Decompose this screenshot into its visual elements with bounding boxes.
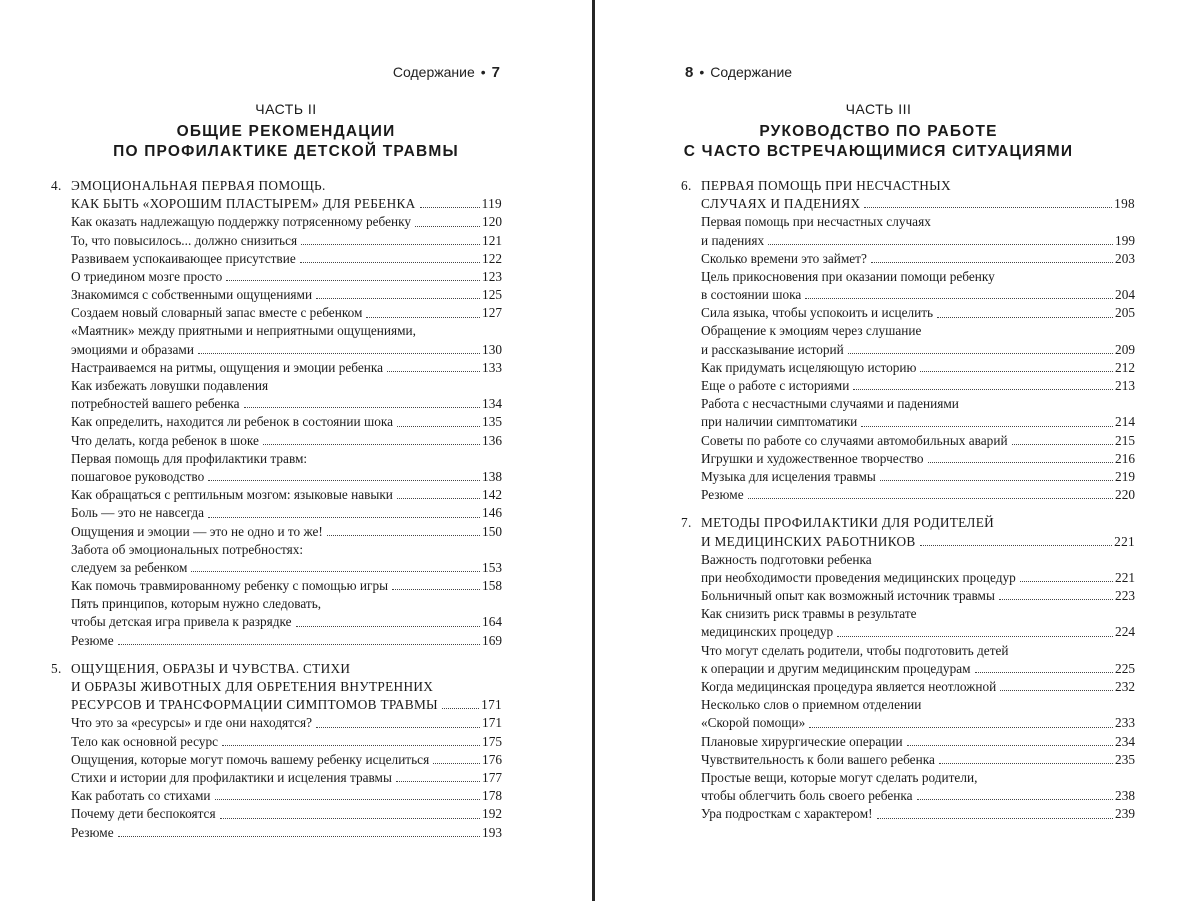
part-title-line: ПО ПРОФИЛАКТИКЕ ДЕТСКОЙ ТРАВМЫ: [113, 143, 459, 160]
toc-page-number: 119: [481, 196, 502, 212]
table-of-contents: [681, 177, 1135, 824]
toc-entry-title: Цель прикосновения при оказании помощи ребенку: [701, 268, 995, 284]
toc-entry-title: Как придумать исцеляющую историю: [701, 359, 917, 375]
toc-entry-title: Советы по работе со случаями автомобильных аварий: [701, 432, 1008, 448]
toc-entry[interactable]: [681, 359, 1135, 377]
toc-entry-title: Резюме: [71, 824, 114, 840]
toc-entry-title: Боль — это не навсегда: [71, 505, 205, 521]
toc-entry[interactable]: [681, 624, 1135, 642]
header-title: Содержание: [392, 64, 475, 80]
toc-entry-title: То, что повысилось... должно снизиться: [71, 232, 298, 248]
toc-entry-title: потребностей вашего ребенка: [71, 396, 240, 412]
toc-page-number: 177: [482, 769, 502, 785]
dot-leader: [837, 636, 1113, 637]
dot-leader: [397, 426, 480, 427]
toc-chapter-entry[interactable]: [51, 696, 502, 714]
toc-page-number: 221: [1114, 533, 1135, 549]
toc-page-number: 224: [1115, 624, 1135, 640]
toc-chapter-entry[interactable]: [681, 195, 1135, 213]
toc-entry[interactable]: [681, 286, 1135, 304]
dot-leader: [917, 799, 1113, 800]
dot-leader: [999, 599, 1113, 600]
toc-page-number: 135: [482, 414, 502, 430]
toc-page-number: 212: [1115, 359, 1135, 375]
chapter-title: ОЩУЩЕНИЯ, ОБРАЗЫ И ЧУВСТВА. СТИХИ: [71, 660, 351, 676]
toc-page-number: 232: [1115, 679, 1135, 695]
dot-leader: [1000, 690, 1113, 691]
dot-leader: [198, 353, 480, 354]
toc-entry-title: Что могут сделать родители, чтобы подготовить детей: [701, 642, 1009, 658]
header-title: Содержание: [710, 64, 793, 80]
toc-entry-title: и рассказывание историй: [701, 341, 844, 357]
dot-leader: [939, 763, 1113, 764]
toc-page-number: 133: [482, 359, 502, 375]
toc-entry[interactable]: [681, 678, 1135, 696]
dot-leader: [296, 626, 480, 627]
right-page: [595, 0, 1188, 901]
toc-entry[interactable]: [51, 714, 502, 732]
toc-entry[interactable]: [51, 824, 502, 842]
toc-page-number: 158: [482, 578, 502, 594]
toc-entry-title: Что это за «ресурсы» и где они находятся?: [71, 715, 313, 731]
toc-page-number: 215: [1115, 432, 1135, 448]
toc-entry-title: «Скорой помощи»: [701, 715, 806, 731]
toc-page-number: 233: [1115, 715, 1135, 731]
toc-entry[interactable]: [51, 787, 502, 805]
toc-entry-title: Забота об эмоциональных потребностях:: [71, 541, 304, 557]
dot-leader: [433, 763, 480, 764]
toc-entry-title: Музыка для исцеления травмы: [701, 468, 876, 484]
toc-entry-title: Как работать со стихами: [71, 788, 211, 804]
toc-entry[interactable]: [51, 486, 502, 504]
toc-entry[interactable]: [681, 250, 1135, 268]
toc-page-number: 198: [1114, 196, 1135, 212]
toc-entry[interactable]: [51, 232, 502, 250]
toc-entry[interactable]: [51, 559, 502, 577]
toc-page-number: 120: [482, 214, 502, 230]
dot-leader: [920, 371, 1113, 372]
toc-entry[interactable]: [51, 595, 502, 613]
part-title-line: ОБЩИЕ РЕКОМЕНДАЦИИ: [176, 123, 396, 140]
toc-page-number: 235: [1115, 751, 1135, 767]
toc-page-number: 178: [482, 788, 502, 804]
toc-entry-title: Плановые хирургические операции: [701, 733, 903, 749]
toc-entry[interactable]: [51, 268, 502, 286]
toc-entry-title: пошаговое руководство: [71, 468, 205, 484]
dot-leader: [316, 298, 480, 299]
toc-entry-title: Тело как основной ресурс: [71, 733, 219, 749]
toc-entry[interactable]: [681, 341, 1135, 359]
dot-leader: [442, 708, 479, 709]
toc-chapter-entry[interactable]: [681, 514, 1135, 532]
dot-leader: [1020, 581, 1113, 582]
toc-chapter-entry[interactable]: [681, 533, 1135, 551]
toc-entry-title: при наличии симптоматики: [701, 414, 858, 430]
dot-leader: [191, 571, 480, 572]
dot-leader: [215, 799, 481, 800]
section-gap: [51, 650, 502, 660]
toc-page-number: 213: [1115, 378, 1135, 394]
toc-entry[interactable]: [681, 432, 1135, 450]
dot-leader: [975, 672, 1114, 673]
toc-entry[interactable]: [681, 450, 1135, 468]
chapter-title: ПЕРВАЯ ПОМОЩЬ ПРИ НЕСЧАСТНЫХ: [701, 177, 951, 193]
toc-entry[interactable]: [681, 605, 1135, 623]
chapter-number: 4.: [51, 177, 62, 193]
toc-entry-title: следуем за ребенком: [71, 559, 188, 575]
toc-entry-title: [681, 177, 951, 195]
toc-entry-title: [51, 177, 326, 195]
toc-entry[interactable]: [681, 323, 1135, 341]
toc-entry[interactable]: [681, 787, 1135, 805]
toc-page-number: 239: [1115, 806, 1135, 822]
toc-entry[interactable]: [51, 769, 502, 787]
toc-entry[interactable]: [51, 250, 502, 268]
part-label: ЧАСТЬ III: [845, 101, 912, 117]
toc-page-number: 150: [482, 523, 502, 539]
dot-leader: [871, 262, 1113, 263]
part-label: ЧАСТЬ II: [255, 101, 317, 117]
toc-page-number: 214: [1115, 414, 1135, 430]
toc-entry-title: и падениях: [701, 232, 765, 248]
toc-entry-title: Как определить, находится ли ребенок в состоянии шока: [71, 414, 394, 430]
running-header: [393, 64, 500, 81]
toc-chapter-entry[interactable]: [51, 660, 502, 678]
toc-entry-title: Еще о работе с историями: [701, 378, 850, 394]
toc-page-number: 169: [482, 632, 502, 648]
toc-entry-title: Как снизить риск травмы в результате: [701, 606, 917, 622]
dot-leader: [396, 781, 480, 782]
toc-entry-title: Ощущения и эмоции — это не одно и то же!: [71, 523, 323, 539]
toc-entry-title: Резюме: [701, 487, 744, 503]
toc-entry[interactable]: [681, 213, 1135, 231]
toc-page-number: 220: [1115, 487, 1135, 503]
dot-leader: [877, 818, 1114, 819]
header-bullet: •: [699, 64, 705, 80]
toc-entry[interactable]: [681, 268, 1135, 286]
toc-entry-title: Стихи и истории для профилактики и исцеления травмы: [71, 769, 392, 785]
dot-leader: [208, 480, 480, 481]
toc-entry-title: Ура подросткам с характером!: [701, 806, 873, 822]
toc-page-number: 122: [482, 250, 502, 266]
toc-page-number: 203: [1115, 250, 1135, 266]
dot-leader: [301, 244, 480, 245]
toc-entry-title: Игрушки и художественное творчество: [701, 450, 924, 466]
toc-entry[interactable]: [51, 286, 502, 304]
dot-leader: [907, 745, 1113, 746]
dot-leader: [392, 589, 480, 590]
toc-entry[interactable]: [51, 632, 502, 650]
toc-entry[interactable]: [681, 468, 1135, 486]
dot-leader: [387, 371, 480, 372]
toc-entry-title: О триедином мозге просто: [71, 268, 223, 284]
dot-leader: [880, 480, 1113, 481]
dot-leader: [420, 207, 480, 208]
toc-page-number: 238: [1115, 788, 1135, 804]
toc-entry[interactable]: [681, 587, 1135, 605]
toc-page-number: 142: [482, 487, 502, 503]
chapter-number: 7.: [681, 515, 692, 531]
toc-entry-title: Настраиваемся на ритмы, ощущения и эмоции ребенка: [71, 359, 384, 375]
dot-leader: [861, 426, 1113, 427]
toc-page-number: 234: [1115, 733, 1135, 749]
toc-entry[interactable]: [681, 751, 1135, 769]
dot-leader: [208, 517, 480, 518]
toc-chapter-entry[interactable]: [51, 177, 502, 195]
toc-page-number: 146: [482, 505, 502, 521]
toc-entry[interactable]: [51, 359, 502, 377]
dot-leader: [316, 727, 480, 728]
dot-leader: [415, 226, 480, 227]
toc-entry[interactable]: [51, 523, 502, 541]
toc-entry[interactable]: [51, 541, 502, 559]
toc-entry[interactable]: [51, 504, 502, 522]
toc-entry-title: Ощущения, которые могут помочь вашему ребенку исцелиться: [71, 751, 430, 767]
toc-page-number: 134: [482, 396, 502, 412]
toc-entry[interactable]: [681, 395, 1135, 413]
toc-entry-title: Чувствительность к боли вашего ребенка: [701, 751, 935, 767]
toc-entry[interactable]: [51, 304, 502, 322]
toc-page-number: 171: [482, 715, 502, 731]
toc-entry[interactable]: [51, 413, 502, 431]
dot-leader: [118, 644, 480, 645]
dot-leader: [244, 407, 480, 408]
toc-entry[interactable]: [681, 304, 1135, 322]
toc-page-number: 209: [1115, 341, 1135, 357]
chapter-title: МЕТОДЫ ПРОФИЛАКТИКИ ДЛЯ РОДИТЕЛЕЙ: [701, 515, 995, 531]
dot-leader: [768, 244, 1113, 245]
toc-entry-title: КАК БЫТЬ «ХОРОШИМ ПЛАСТЫРЕМ» ДЛЯ РЕБЕНКА: [71, 196, 416, 212]
toc-entry-title: РЕСУРСОВ И ТРАНСФОРМАЦИИ СИМПТОМОВ ТРАВМЫ: [71, 697, 438, 713]
dot-leader: [848, 353, 1113, 354]
page-number: 8: [685, 64, 694, 81]
toc-entry-title: Первая помощь при несчастных случаях: [701, 214, 931, 230]
toc-entry-title: «Маятник» между приятными и неприятными ощущениями,: [71, 323, 416, 339]
toc-entry-title: при необходимости проведения медицинских процедур: [701, 569, 1016, 585]
toc-page-number: 123: [482, 268, 502, 284]
dot-leader: [748, 498, 1113, 499]
toc-entry-title: эмоциями и образами: [71, 341, 194, 357]
page-number: 7: [491, 64, 500, 81]
toc-chapter-entry[interactable]: [51, 678, 502, 696]
toc-entry-title: Как обращаться с рептильным мозгом: языковые навыки: [71, 487, 393, 503]
toc-entry-title: Что делать, когда ребенок в шоке: [71, 432, 259, 448]
toc-page-number: 138: [482, 468, 502, 484]
toc-entry[interactable]: [51, 577, 502, 595]
toc-page-number: 153: [482, 559, 502, 575]
toc-page-number: 171: [481, 697, 502, 713]
toc-entry[interactable]: [681, 642, 1135, 660]
chapter-number: 5.: [51, 660, 62, 676]
toc-entry-title: Как помочь травмированному ребенку с помощью игры: [71, 578, 389, 594]
toc-entry-title: Как избежать ловушки подавления: [71, 378, 269, 394]
toc-entry[interactable]: [51, 395, 502, 413]
toc-page-number: 223: [1115, 588, 1135, 604]
toc-entry-title: Резюме: [71, 632, 114, 648]
dot-leader: [397, 498, 480, 499]
dot-leader: [220, 818, 480, 819]
table-of-contents: [51, 177, 502, 842]
part-title-line: С ЧАСТО ВСТРЕЧАЮЩИМИСЯ СИТУАЦИЯМИ: [683, 143, 1074, 160]
toc-page-number: 192: [482, 806, 502, 822]
dot-leader: [366, 317, 480, 318]
toc-entry-title: медицинских процедур: [701, 624, 834, 640]
toc-page-number: 199: [1115, 232, 1135, 248]
dot-leader: [226, 280, 480, 281]
toc-entry[interactable]: [51, 450, 502, 468]
part-title: [0, 122, 582, 162]
toc-entry-title: Работа с несчастными случаями и падениями: [701, 396, 959, 412]
toc-page-number: 136: [482, 432, 502, 448]
part-title: [582, 122, 1175, 162]
toc-page-number: 225: [1115, 660, 1135, 676]
part-title-line: РУКОВОДСТВО ПО РАБОТЕ: [759, 123, 998, 140]
toc-chapter-entry[interactable]: [51, 195, 502, 213]
toc-entry[interactable]: [681, 413, 1135, 431]
toc-entry-title: чтобы облегчить боль своего ребенка: [701, 788, 913, 804]
toc-entry[interactable]: [51, 341, 502, 359]
toc-page-number: 176: [482, 751, 502, 767]
toc-entry[interactable]: [681, 569, 1135, 587]
toc-entry[interactable]: [51, 377, 502, 395]
section-gap: [681, 504, 1135, 514]
toc-entry-title: Почему дети беспокоятся: [71, 806, 216, 822]
toc-entry[interactable]: [681, 769, 1135, 787]
toc-entry[interactable]: [51, 323, 502, 341]
header-bullet: •: [480, 64, 486, 80]
toc-entry-title: Простые вещи, которые могут сделать родители,: [701, 769, 978, 785]
dot-leader: [920, 545, 1113, 546]
toc-chapter-entry[interactable]: [681, 177, 1135, 195]
dot-leader: [222, 745, 480, 746]
dot-leader: [300, 262, 480, 263]
dot-leader: [805, 298, 1113, 299]
toc-entry-title: Обращение к эмоциям через слушание: [701, 323, 922, 339]
toc-entry-title: И ОБРАЗЫ ЖИВОТНЫХ ДЛЯ ОБРЕТЕНИЯ ВНУТРЕННИХ: [71, 679, 434, 695]
toc-entry-title: Несколько слов о приемном отделении: [701, 697, 922, 713]
toc-entry-title: Знакомимся с собственными ощущениями: [71, 287, 313, 303]
toc-entry-title: чтобы детская игра привела к разрядке: [71, 614, 292, 630]
toc-page-number: 130: [482, 341, 502, 357]
toc-entry-title: Сила языка, чтобы успокоить и исцелить: [701, 305, 934, 321]
toc-page-number: 219: [1115, 468, 1135, 484]
toc-page-number: 204: [1115, 287, 1135, 303]
toc-entry-title: Когда медицинская процедура является неотложной: [701, 679, 997, 695]
toc-entry[interactable]: [681, 714, 1135, 732]
toc-page-number: 164: [482, 614, 502, 630]
toc-entry-title: к операции и другим медицинским процедурам: [701, 660, 971, 676]
toc-entry[interactable]: [681, 377, 1135, 395]
toc-page-number: 193: [482, 824, 502, 840]
dot-leader: [809, 727, 1113, 728]
dot-leader: [937, 317, 1113, 318]
toc-entry-title: Первая помощь для профилактики травм:: [71, 450, 308, 466]
toc-entry-title: Важность подготовки ребенка: [701, 551, 872, 567]
toc-entry-title: [681, 514, 994, 532]
toc-page-number: 175: [482, 733, 502, 749]
toc-entry-title: [51, 660, 350, 678]
toc-entry[interactable]: [681, 232, 1135, 250]
toc-entry[interactable]: [681, 696, 1135, 714]
toc-entry[interactable]: [681, 660, 1135, 678]
chapter-title: ЭМОЦИОНАЛЬНАЯ ПЕРВАЯ ПОМОЩЬ.: [71, 177, 326, 193]
toc-entry[interactable]: [51, 468, 502, 486]
toc-entry-title: Как оказать надлежащую поддержку потрясенному ребенку: [71, 214, 412, 230]
toc-entry-title: И МЕДИЦИНСКИХ РАБОТНИКОВ: [701, 533, 916, 549]
toc-entry[interactable]: [681, 486, 1135, 504]
toc-page-number: 221: [1115, 569, 1135, 585]
toc-entry[interactable]: [51, 805, 502, 823]
toc-entry-title: Создаем новый словарный запас вместе с ребенком: [71, 305, 363, 321]
toc-entry[interactable]: [681, 551, 1135, 569]
toc-entry-title: Развиваем успокаивающее присутствие: [71, 250, 296, 266]
toc-entry[interactable]: [51, 751, 502, 769]
dot-leader: [928, 462, 1113, 463]
toc-page-number: 216: [1115, 450, 1135, 466]
dot-leader: [327, 535, 480, 536]
dot-leader: [263, 444, 480, 445]
toc-entry[interactable]: [51, 733, 502, 751]
toc-entry[interactable]: [51, 614, 502, 632]
dot-leader: [864, 207, 1112, 208]
toc-entry-title: Пять принципов, которым нужно следовать,: [71, 596, 322, 612]
toc-entry-title: Больничный опыт как возможный источник травмы: [701, 588, 995, 604]
toc-page-number: 125: [482, 287, 502, 303]
toc-entry[interactable]: [681, 733, 1135, 751]
toc-page-number: 121: [482, 232, 502, 248]
dot-leader: [1012, 444, 1113, 445]
toc-entry[interactable]: [51, 432, 502, 450]
dot-leader: [118, 836, 480, 837]
running-header: [685, 64, 792, 81]
toc-entry[interactable]: [681, 805, 1135, 823]
toc-entry-title: Сколько времени это займет?: [701, 250, 867, 266]
toc-entry-title: в состоянии шока: [701, 287, 802, 303]
toc-page-number: 205: [1115, 305, 1135, 321]
toc-entry-title: СЛУЧАЯХ И ПАДЕНИЯХ: [701, 196, 861, 212]
chapter-number: 6.: [681, 177, 692, 193]
dot-leader: [853, 389, 1113, 390]
left-page: [0, 0, 592, 901]
toc-entry[interactable]: [51, 213, 502, 231]
toc-page-number: 127: [482, 305, 502, 321]
